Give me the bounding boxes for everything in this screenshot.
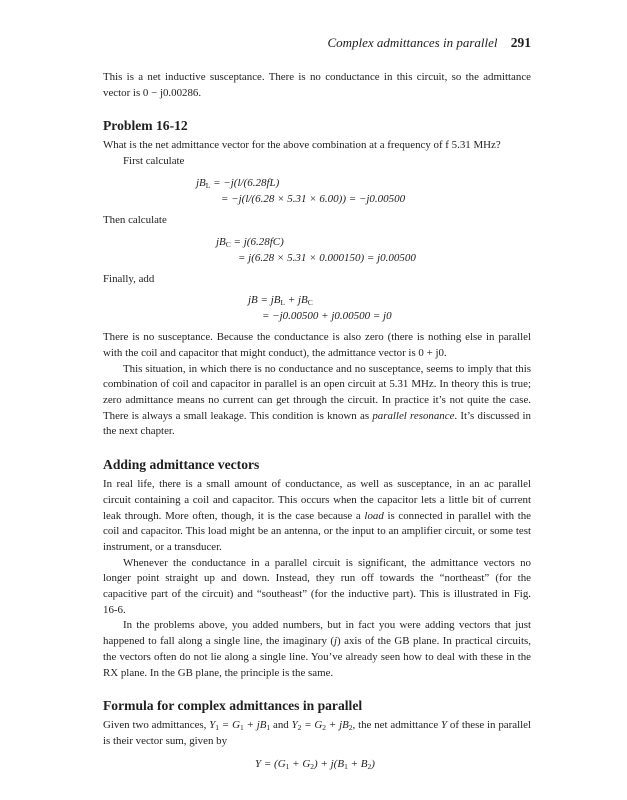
step-then-calculate: Then calculate bbox=[103, 213, 167, 226]
text-run: , the net admittance bbox=[352, 719, 441, 732]
text-run: is connected in parallel with the coil and capacitor. This load might be an antenna, or the input to an amplifier circuit, or some test instrument, or a transducer. bbox=[103, 509, 532, 553]
equation-line: = −j0.00500 + j0.00500 = j0 bbox=[262, 310, 392, 323]
eq-term: ) bbox=[371, 757, 375, 770]
eq-subscript: C bbox=[225, 239, 231, 249]
eq-term: jB bbox=[196, 176, 206, 189]
eq-subscript: 2 bbox=[348, 723, 353, 733]
problem-heading: Problem 16-12 bbox=[103, 118, 188, 134]
equation-inductive-susceptance bbox=[103, 175, 531, 207]
step-first-calculate: First calculate bbox=[123, 155, 185, 168]
adding-vectors-heading: Adding admittance vectors bbox=[103, 457, 260, 473]
eq-subscript: L bbox=[280, 298, 286, 308]
running-head-title: Complex admittances in parallel bbox=[327, 35, 498, 50]
text-run: of these in parallel is their vector sum, given by bbox=[103, 719, 532, 747]
eq-subscript: 2 bbox=[322, 723, 327, 733]
eq-subscript: C bbox=[307, 298, 313, 308]
emphasis-term: j bbox=[334, 635, 338, 648]
eq-term: Y bbox=[209, 719, 216, 732]
adding-paragraph-1 bbox=[103, 477, 531, 556]
page-number: 291 bbox=[510, 35, 531, 50]
eq-term: + jB bbox=[243, 719, 267, 732]
problem-question: What is the net admittance vector for the above combination at a frequency of f 5.31 MHz? bbox=[103, 139, 501, 152]
text-run: Given two admittances, bbox=[103, 719, 210, 732]
eq-term: jB bbox=[216, 235, 226, 248]
eq-subscript: 1 bbox=[344, 761, 348, 771]
eq-term: = G bbox=[219, 719, 240, 732]
inline-math: Y bbox=[441, 719, 448, 732]
text-run: and bbox=[270, 719, 292, 732]
inline-math bbox=[292, 719, 353, 731]
eq-subscript: 1 bbox=[215, 723, 220, 733]
running-head bbox=[327, 35, 531, 51]
eq-term: = G bbox=[301, 719, 323, 732]
intro-paragraph: This is a net inductive susceptance. There is no conductance in this circuit, so the admittance vector is 0 − j0.00286. bbox=[103, 71, 531, 99]
eq-term: = j(6.28fC) bbox=[233, 235, 284, 248]
text-run: In the problems above, you added numbers, but in fact you were adding vectors that just happened to fall along a single line, the imaginary ( bbox=[103, 619, 531, 648]
eq-term: + G bbox=[289, 757, 311, 770]
step-finally-add: Finally, add bbox=[103, 272, 155, 285]
equation-line bbox=[196, 175, 531, 191]
body-text bbox=[103, 70, 531, 778]
adding-paragraph-2: Whenever the conductance in a parallel circuit is significant, the admittance vectors no longer point straight up and down. Instead, they run off towards the “northeast” (for the capacitive part of the circuit) and “southeast” (for the inductive part). This is illustrated in Fig. 16-6. bbox=[103, 556, 531, 616]
equation-line bbox=[255, 756, 531, 772]
equation-line bbox=[216, 234, 531, 250]
eq-term: Y = (G bbox=[255, 757, 286, 770]
inline-math bbox=[209, 719, 270, 731]
eq-subscript: 2 bbox=[297, 723, 302, 733]
equation-net-susceptance bbox=[103, 292, 531, 324]
eq-term: + jB bbox=[326, 719, 349, 732]
formula-heading: Formula for complex admittances in parallel bbox=[103, 698, 363, 714]
eq-subscript: L bbox=[205, 180, 211, 190]
formula-paragraph bbox=[103, 718, 531, 749]
eq-subscript: 2 bbox=[310, 761, 315, 771]
text-run: ) axis of the GB plane. In practical circuits, the vectors often do not lie along a single line. You’ve already seen how to deal with these in the RX plane. In the GB plane, the principle is the same. bbox=[103, 635, 531, 679]
eq-term: Y bbox=[291, 719, 298, 732]
eq-subscript: 2 bbox=[367, 761, 372, 771]
equation-line bbox=[248, 292, 531, 308]
eq-term: = −j(l/(6.28fL) bbox=[213, 176, 280, 189]
eq-term: ) + j(B bbox=[314, 757, 345, 770]
text-run: This situation, in which there is no conductance and no susceptance, seems to imply that this combination of coil and capacitor in parallel is an open circuit at 5.31 MHz. In theory this is true; zero admittance means no current can get through the circuit. In practice it’s not quite the case. There is always a small leakage. This condition is known as bbox=[103, 362, 531, 422]
equation-line: = −j(l/(6.28 × 5.31 × 6.00)) = −j0.00500 bbox=[221, 192, 406, 205]
answer-paragraph-2 bbox=[103, 362, 531, 441]
emphasis-term: load bbox=[364, 509, 384, 522]
eq-term: jB = jB bbox=[248, 294, 281, 307]
text-run: In real life, there is a small amount of conductance, as well as susceptance, in an ac parallel circuit containing a coil and capacitor. This occurs when the capacitor lets a little bit of current leak through. More often, though, it is the case because a bbox=[103, 478, 531, 522]
eq-subscript: 1 bbox=[239, 723, 244, 733]
answer-paragraph-1: There is no susceptance. Because the conductance is also zero (there is nothing else in parallel with the coil and capacitor that might conduct), the admittance vector is 0 + j0. bbox=[103, 331, 531, 359]
equation-vector-sum bbox=[103, 756, 531, 772]
eq-term: + jB bbox=[285, 294, 308, 307]
emphasis-term: parallel resonance bbox=[372, 409, 455, 422]
text-run: . It’s discussed in the next chapter. bbox=[103, 409, 531, 438]
equation-capacitive-susceptance bbox=[103, 234, 531, 266]
adding-paragraph-3 bbox=[103, 618, 531, 681]
eq-subscript: 1 bbox=[266, 723, 271, 733]
eq-subscript: 1 bbox=[285, 761, 290, 771]
eq-term: + B bbox=[347, 757, 368, 770]
equation-line: = j(6.28 × 5.31 × 0.000150) = j0.00500 bbox=[238, 251, 416, 264]
